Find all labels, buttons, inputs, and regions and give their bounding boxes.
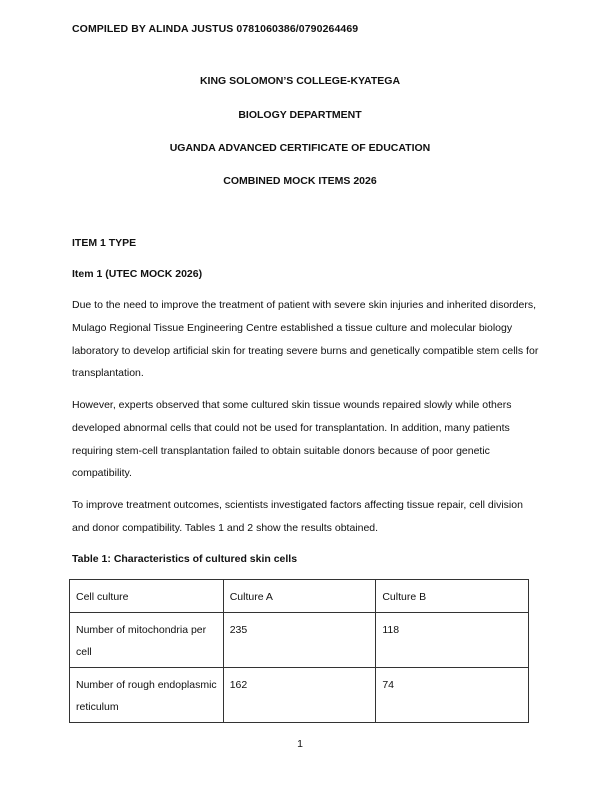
paragraph-observations: However, experts observed that some cultured skin tissue wounds repaired slowly while others developed abnormal cells that could not be used for transplantation. In addition, many patients requiring stem-cell transplantation failed to obtain suitable donors because of poor genetic compatibility. <box>72 399 512 480</box>
exam-name: UGANDA ADVANCED CERTIFICATE OF EDUCATION <box>169 142 431 154</box>
table-header-row <box>70 580 529 613</box>
table-row <box>70 613 529 668</box>
running-header: COMPILED BY ALINDA JUSTUS 0781060386/0790264469 <box>72 23 359 35</box>
paper-title: COMBINED MOCK ITEMS 2026 <box>223 175 377 187</box>
department-name: BIOLOGY DEPARTMENT <box>238 109 362 121</box>
item-type-heading: ITEM 1 TYPE <box>72 237 137 249</box>
characteristics-table <box>69 579 529 723</box>
table-cell: Number of rough endoplasmic reticulum <box>70 668 224 723</box>
page-number: 1 <box>297 738 303 750</box>
paragraph-intro: Due to the need to improve the treatment of patient with severe skin injuries and inherited disorders, Mulago Regional Tissue Engineering Centre established a tissue culture and molecular biology laboratory to develop artificial skin for treating severe burns and genetically compatible stem cells for transplantation. <box>72 299 539 380</box>
table-row <box>70 668 529 723</box>
table-cell: 118 <box>376 613 529 668</box>
paragraph-investigation: To improve treatment outcomes, scientists investigated factors affecting tissue repair, cell division and donor compatibility. Tables 1 and 2 show the results obtained. <box>72 499 523 534</box>
table-header-cell: Culture A <box>223 580 376 613</box>
table-header-cell: Cell culture <box>70 580 224 613</box>
table-caption: Table 1: Characteristics of cultured skin cells <box>72 553 298 565</box>
table-cell: 162 <box>223 668 376 723</box>
school-name: KING SOLOMON’S COLLEGE-KYATEGA <box>199 75 401 87</box>
table-cell: Number of mitochondria per cell <box>70 613 224 668</box>
table-cell: 74 <box>376 668 529 723</box>
item-title: Item 1 (UTEC MOCK 2026) <box>72 268 203 280</box>
table-header-cell: Culture B <box>376 580 529 613</box>
table-cell: 235 <box>223 613 376 668</box>
